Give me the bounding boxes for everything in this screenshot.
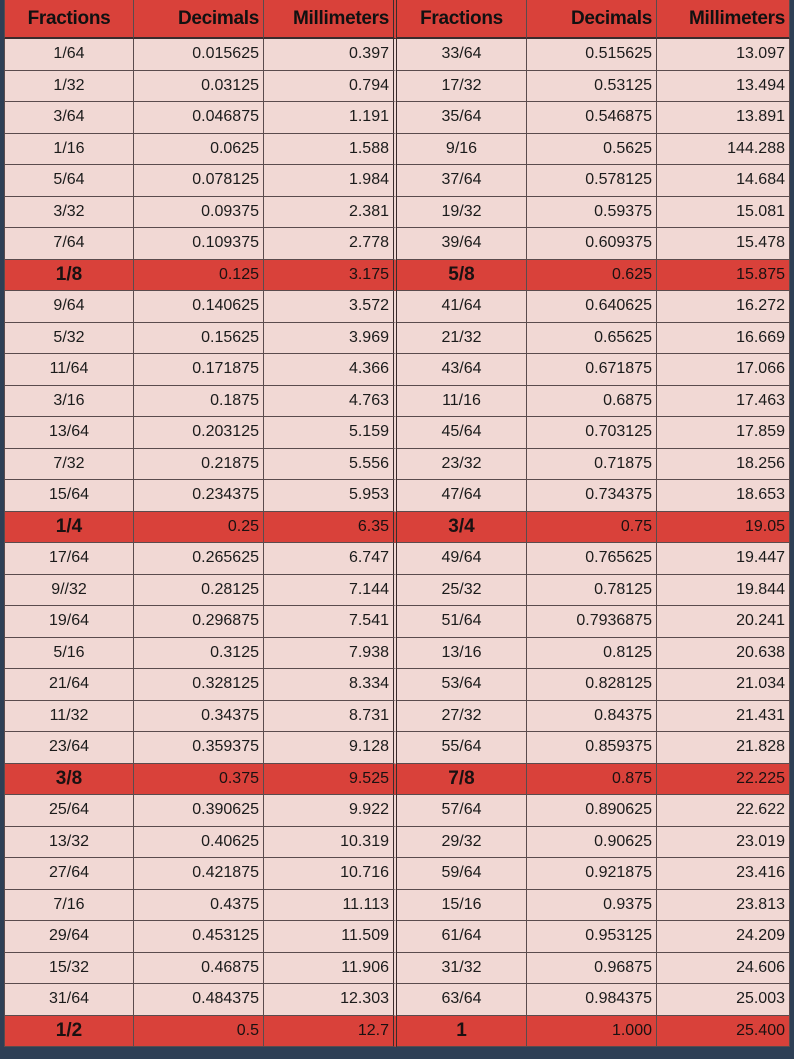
decimal-cell-right: 0.921875 (527, 858, 657, 890)
millimeter-cell: 12.303 (264, 984, 397, 1016)
millimeter-cell: 2.778 (264, 228, 397, 260)
fraction-cell-right: 49/64 (397, 543, 527, 575)
decimal-cell: 0.03125 (134, 71, 264, 103)
decimal-cell-right: 0.90625 (527, 827, 657, 859)
fraction-cell-right: 63/64 (397, 984, 527, 1016)
decimal-cell: 0.28125 (134, 575, 264, 607)
table-row-major (4, 512, 790, 544)
fraction-cell: 13/64 (4, 417, 134, 449)
decimal-cell: 0.234375 (134, 480, 264, 512)
table-row (4, 795, 790, 827)
millimeter-cell: 4.366 (264, 354, 397, 386)
table-row (4, 953, 790, 985)
decimal-cell: 0.203125 (134, 417, 264, 449)
decimal-cell-right: 1.000 (527, 1016, 657, 1048)
decimal-cell: 0.15625 (134, 323, 264, 355)
table-row (4, 827, 790, 859)
millimeter-cell-right: 19.447 (657, 543, 790, 575)
table-row (4, 858, 790, 890)
fraction-cell-right: 5/8 (397, 260, 527, 292)
decimal-cell: 0.171875 (134, 354, 264, 386)
millimeter-cell-right: 15.875 (657, 260, 790, 292)
decimal-cell-right: 0.984375 (527, 984, 657, 1016)
table-row (4, 228, 790, 260)
millimeter-cell: 0.397 (264, 39, 397, 71)
table-row (4, 39, 790, 71)
fraction-cell: 1/2 (4, 1016, 134, 1048)
millimeter-cell-right: 16.669 (657, 323, 790, 355)
decimal-cell-right: 0.640625 (527, 291, 657, 323)
table-row (4, 386, 790, 418)
table-row-major (4, 260, 790, 292)
decimal-cell: 0.328125 (134, 669, 264, 701)
millimeter-cell: 8.731 (264, 701, 397, 733)
table-row (4, 480, 790, 512)
fraction-cell: 15/32 (4, 953, 134, 985)
millimeter-cell: 7.541 (264, 606, 397, 638)
decimal-cell-right: 0.953125 (527, 921, 657, 953)
fraction-cell-right: 23/32 (397, 449, 527, 481)
fraction-cell-right: 41/64 (397, 291, 527, 323)
decimal-cell-right: 0.8125 (527, 638, 657, 670)
table-row (4, 134, 790, 166)
fraction-cell: 27/64 (4, 858, 134, 890)
fraction-cell-right: 61/64 (397, 921, 527, 953)
decimal-cell: 0.4375 (134, 890, 264, 922)
fraction-cell-right: 9/16 (397, 134, 527, 166)
fraction-cell-right: 11/16 (397, 386, 527, 418)
millimeter-cell-right: 13.097 (657, 39, 790, 71)
table-row (4, 449, 790, 481)
decimal-cell: 0.40625 (134, 827, 264, 859)
fraction-cell-right: 13/16 (397, 638, 527, 670)
decimal-cell-right: 0.625 (527, 260, 657, 292)
fraction-cell-right: 29/32 (397, 827, 527, 859)
table-row (4, 669, 790, 701)
millimeter-cell-right: 24.606 (657, 953, 790, 985)
fraction-cell-right: 35/64 (397, 102, 527, 134)
decimal-cell: 0.484375 (134, 984, 264, 1016)
decimal-cell: 0.375 (134, 764, 264, 796)
decimal-cell: 0.25 (134, 512, 264, 544)
fraction-cell: 9//32 (4, 575, 134, 607)
table-row-major (4, 1016, 790, 1048)
decimal-cell: 0.390625 (134, 795, 264, 827)
millimeter-cell-right: 22.622 (657, 795, 790, 827)
header-millimeters-right: Millimeters (657, 0, 790, 39)
fraction-cell-right: 33/64 (397, 39, 527, 71)
decimal-cell-right: 0.671875 (527, 354, 657, 386)
millimeter-cell: 6.747 (264, 543, 397, 575)
decimal-cell: 0.5 (134, 1016, 264, 1048)
millimeter-cell: 8.334 (264, 669, 397, 701)
fraction-cell: 25/64 (4, 795, 134, 827)
table-row (4, 638, 790, 670)
decimal-cell-right: 0.7936875 (527, 606, 657, 638)
millimeter-cell: 2.381 (264, 197, 397, 229)
millimeter-cell: 5.159 (264, 417, 397, 449)
fraction-cell: 5/64 (4, 165, 134, 197)
decimal-cell: 0.109375 (134, 228, 264, 260)
decimal-cell-right: 0.515625 (527, 39, 657, 71)
decimal-cell: 0.421875 (134, 858, 264, 890)
fraction-cell: 3/64 (4, 102, 134, 134)
fraction-cell: 3/32 (4, 197, 134, 229)
millimeter-cell: 9.922 (264, 795, 397, 827)
millimeter-cell: 11.113 (264, 890, 397, 922)
decimal-cell-right: 0.65625 (527, 323, 657, 355)
millimeter-cell: 1.191 (264, 102, 397, 134)
decimal-cell: 0.21875 (134, 449, 264, 481)
fraction-cell: 1/8 (4, 260, 134, 292)
fraction-cell-right: 57/64 (397, 795, 527, 827)
fraction-cell: 11/32 (4, 701, 134, 733)
table-row (4, 291, 790, 323)
conversion-table (4, 0, 790, 1047)
millimeter-cell-right: 17.066 (657, 354, 790, 386)
millimeter-cell-right: 21.828 (657, 732, 790, 764)
fraction-cell: 1/4 (4, 512, 134, 544)
decimal-cell-right: 0.53125 (527, 71, 657, 103)
millimeter-cell-right: 24.209 (657, 921, 790, 953)
millimeter-cell-right: 14.684 (657, 165, 790, 197)
table-body (4, 39, 790, 1047)
millimeter-cell: 10.319 (264, 827, 397, 859)
fraction-cell: 31/64 (4, 984, 134, 1016)
fraction-cell: 5/32 (4, 323, 134, 355)
fraction-cell: 1/32 (4, 71, 134, 103)
millimeter-cell: 10.716 (264, 858, 397, 890)
fraction-cell: 11/64 (4, 354, 134, 386)
millimeter-cell-right: 17.859 (657, 417, 790, 449)
fraction-cell-right: 3/4 (397, 512, 527, 544)
millimeter-cell-right: 13.891 (657, 102, 790, 134)
decimal-cell: 0.265625 (134, 543, 264, 575)
decimal-cell-right: 0.59375 (527, 197, 657, 229)
header-decimals-right: Decimals (527, 0, 657, 39)
table-row (4, 984, 790, 1016)
millimeter-cell-right: 13.494 (657, 71, 790, 103)
header-row (4, 0, 790, 39)
millimeter-cell-right: 22.225 (657, 764, 790, 796)
decimal-cell-right: 0.609375 (527, 228, 657, 260)
header-decimals: Decimals (134, 0, 264, 39)
millimeter-cell-right: 25.003 (657, 984, 790, 1016)
table-row (4, 354, 790, 386)
fraction-cell-right: 53/64 (397, 669, 527, 701)
millimeter-cell: 11.509 (264, 921, 397, 953)
decimal-cell: 0.046875 (134, 102, 264, 134)
millimeter-cell-right: 17.463 (657, 386, 790, 418)
millimeter-cell-right: 18.653 (657, 480, 790, 512)
millimeter-cell: 9.128 (264, 732, 397, 764)
table-row (4, 890, 790, 922)
millimeter-cell-right: 20.241 (657, 606, 790, 638)
table-row (4, 102, 790, 134)
fraction-cell-right: 15/16 (397, 890, 527, 922)
table-row (4, 921, 790, 953)
decimal-cell-right: 0.828125 (527, 669, 657, 701)
fraction-cell-right: 37/64 (397, 165, 527, 197)
decimal-cell: 0.09375 (134, 197, 264, 229)
millimeter-cell: 9.525 (264, 764, 397, 796)
millimeter-cell-right: 15.478 (657, 228, 790, 260)
decimal-cell: 0.078125 (134, 165, 264, 197)
millimeter-cell: 11.906 (264, 953, 397, 985)
decimal-cell-right: 0.71875 (527, 449, 657, 481)
decimal-cell-right: 0.9375 (527, 890, 657, 922)
table-row (4, 165, 790, 197)
fraction-cell-right: 45/64 (397, 417, 527, 449)
decimal-cell: 0.0625 (134, 134, 264, 166)
millimeter-cell-right: 18.256 (657, 449, 790, 481)
fraction-cell-right: 39/64 (397, 228, 527, 260)
decimal-cell: 0.1875 (134, 386, 264, 418)
decimal-cell: 0.453125 (134, 921, 264, 953)
millimeter-cell-right: 23.019 (657, 827, 790, 859)
decimal-cell: 0.125 (134, 260, 264, 292)
decimal-cell-right: 0.875 (527, 764, 657, 796)
fraction-cell-right: 51/64 (397, 606, 527, 638)
decimal-cell: 0.359375 (134, 732, 264, 764)
fraction-cell: 3/16 (4, 386, 134, 418)
fraction-cell-right: 19/32 (397, 197, 527, 229)
fraction-cell-right: 31/32 (397, 953, 527, 985)
fraction-cell-right: 1 (397, 1016, 527, 1048)
header-fractions-right: Fractions (397, 0, 527, 39)
fraction-cell: 7/32 (4, 449, 134, 481)
fraction-cell: 7/64 (4, 228, 134, 260)
table-row (4, 71, 790, 103)
header-millimeters: Millimeters (264, 0, 397, 39)
decimal-cell-right: 0.78125 (527, 575, 657, 607)
decimal-cell: 0.015625 (134, 39, 264, 71)
millimeter-cell-right: 23.416 (657, 858, 790, 890)
millimeter-cell: 3.175 (264, 260, 397, 292)
fraction-cell-right: 21/32 (397, 323, 527, 355)
decimal-cell-right: 0.703125 (527, 417, 657, 449)
decimal-cell-right: 0.890625 (527, 795, 657, 827)
table-row (4, 323, 790, 355)
decimal-cell: 0.46875 (134, 953, 264, 985)
fraction-cell: 21/64 (4, 669, 134, 701)
table-row (4, 417, 790, 449)
millimeter-cell: 7.144 (264, 575, 397, 607)
fraction-cell-right: 7/8 (397, 764, 527, 796)
millimeter-cell: 7.938 (264, 638, 397, 670)
decimal-cell-right: 0.75 (527, 512, 657, 544)
millimeter-cell-right: 20.638 (657, 638, 790, 670)
millimeter-cell: 4.763 (264, 386, 397, 418)
millimeter-cell-right: 144.288 (657, 134, 790, 166)
table-row (4, 543, 790, 575)
millimeter-cell-right: 15.081 (657, 197, 790, 229)
millimeter-cell-right: 21.431 (657, 701, 790, 733)
millimeter-cell: 5.953 (264, 480, 397, 512)
millimeter-cell-right: 16.272 (657, 291, 790, 323)
fraction-cell: 1/64 (4, 39, 134, 71)
millimeter-cell-right: 19.844 (657, 575, 790, 607)
table-row (4, 701, 790, 733)
millimeter-cell: 1.984 (264, 165, 397, 197)
fraction-cell: 9/64 (4, 291, 134, 323)
fraction-cell: 7/16 (4, 890, 134, 922)
table-row (4, 575, 790, 607)
decimal-cell-right: 0.859375 (527, 732, 657, 764)
decimal-cell-right: 0.5625 (527, 134, 657, 166)
decimal-cell-right: 0.734375 (527, 480, 657, 512)
table-row-major (4, 764, 790, 796)
millimeter-cell-right: 19.05 (657, 512, 790, 544)
table-row (4, 606, 790, 638)
millimeter-cell: 5.556 (264, 449, 397, 481)
header-fractions: Fractions (4, 0, 134, 39)
millimeter-cell: 6.35 (264, 512, 397, 544)
fraction-cell-right: 55/64 (397, 732, 527, 764)
decimal-cell-right: 0.84375 (527, 701, 657, 733)
decimal-cell: 0.3125 (134, 638, 264, 670)
fraction-cell: 19/64 (4, 606, 134, 638)
fraction-cell: 29/64 (4, 921, 134, 953)
millimeter-cell: 12.7 (264, 1016, 397, 1048)
fraction-cell: 23/64 (4, 732, 134, 764)
millimeter-cell: 3.572 (264, 291, 397, 323)
millimeter-cell-right: 23.813 (657, 890, 790, 922)
fraction-cell-right: 17/32 (397, 71, 527, 103)
decimal-cell-right: 0.96875 (527, 953, 657, 985)
fraction-cell-right: 25/32 (397, 575, 527, 607)
fraction-cell: 3/8 (4, 764, 134, 796)
decimal-cell-right: 0.765625 (527, 543, 657, 575)
millimeter-cell-right: 25.400 (657, 1016, 790, 1048)
millimeter-cell: 0.794 (264, 71, 397, 103)
decimal-cell-right: 0.546875 (527, 102, 657, 134)
table-row (4, 197, 790, 229)
decimal-cell: 0.140625 (134, 291, 264, 323)
fraction-cell-right: 59/64 (397, 858, 527, 890)
decimal-cell-right: 0.6875 (527, 386, 657, 418)
fraction-cell-right: 27/32 (397, 701, 527, 733)
fraction-cell: 17/64 (4, 543, 134, 575)
millimeter-cell-right: 21.034 (657, 669, 790, 701)
decimal-cell-right: 0.578125 (527, 165, 657, 197)
fraction-cell-right: 47/64 (397, 480, 527, 512)
fraction-cell-right: 43/64 (397, 354, 527, 386)
millimeter-cell: 1.588 (264, 134, 397, 166)
fraction-cell: 13/32 (4, 827, 134, 859)
fraction-cell: 15/64 (4, 480, 134, 512)
decimal-cell: 0.296875 (134, 606, 264, 638)
table-row (4, 732, 790, 764)
millimeter-cell: 3.969 (264, 323, 397, 355)
decimal-cell: 0.34375 (134, 701, 264, 733)
fraction-cell: 5/16 (4, 638, 134, 670)
fraction-cell: 1/16 (4, 134, 134, 166)
